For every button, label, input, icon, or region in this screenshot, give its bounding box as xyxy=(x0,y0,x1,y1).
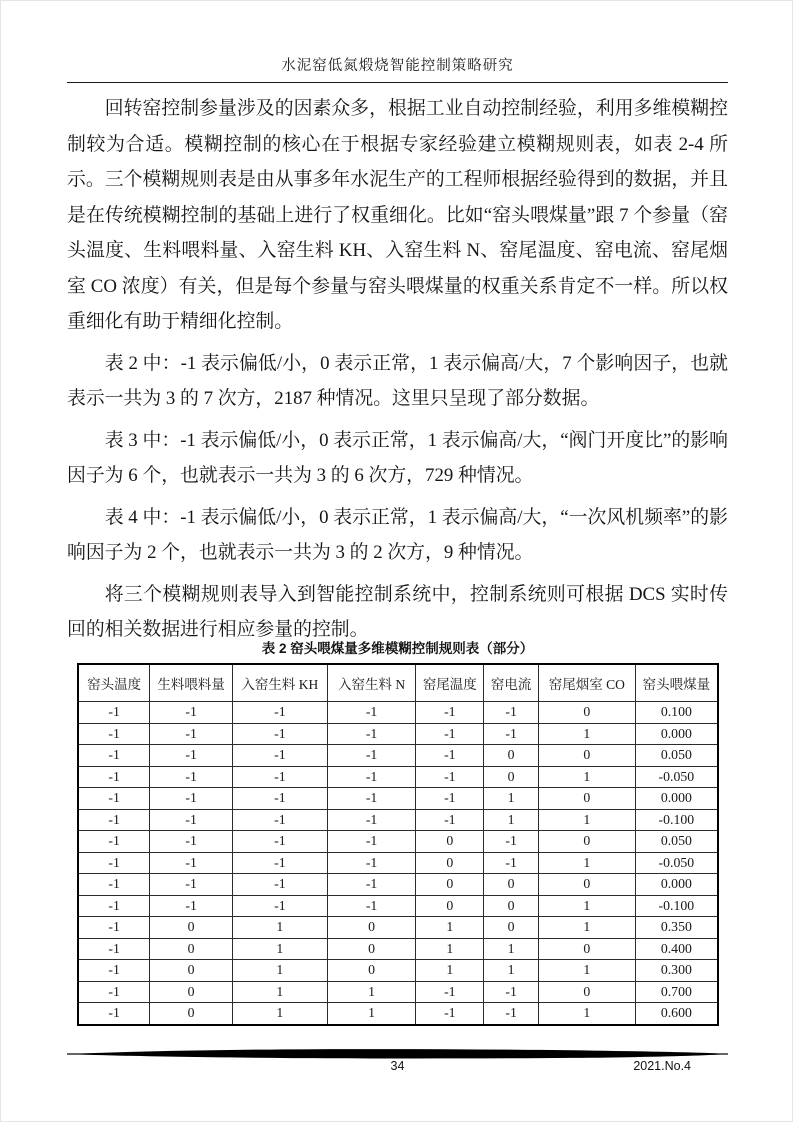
table-cell: 1 xyxy=(539,766,636,788)
table-cell: 1 xyxy=(233,938,328,960)
table-cell: 0.000 xyxy=(635,788,718,810)
table-header-cell: 窑头温度 xyxy=(78,664,150,702)
table-cell: -1 xyxy=(233,745,328,767)
table-cell: 0.050 xyxy=(635,831,718,853)
table-cell: 0 xyxy=(539,874,636,896)
table-cell: 1 xyxy=(539,917,636,939)
table-row xyxy=(78,788,718,810)
table-cell: -1 xyxy=(233,874,328,896)
table-cell: 0.600 xyxy=(635,1003,718,1025)
table-cell: -1 xyxy=(416,981,484,1003)
table-cell: -1 xyxy=(484,981,539,1003)
page-header-title: 水泥窑低氮煅烧智能控制策略研究 xyxy=(281,58,514,74)
table-cell: 1 xyxy=(539,723,636,745)
table-cell: 0 xyxy=(150,1003,233,1025)
table-cell: -1 xyxy=(78,1003,150,1025)
table-cell: -1 xyxy=(416,809,484,831)
table-cell: 1 xyxy=(539,895,636,917)
table-cell: -1 xyxy=(416,745,484,767)
table-cell: 0 xyxy=(539,745,636,767)
table-cell: 0 xyxy=(327,938,416,960)
body-text xyxy=(67,91,728,654)
table-row xyxy=(78,917,718,939)
table-cell: 1 xyxy=(484,960,539,982)
table-cell: 0 xyxy=(539,702,636,724)
table-row xyxy=(78,1003,718,1025)
table-cell: -1 xyxy=(327,831,416,853)
table-row xyxy=(78,960,718,982)
table-cell: -1 xyxy=(327,723,416,745)
paragraph: 回转窑控制参量涉及的因素众多，根据工业自动控制经验，利用多维模糊控制较为合适。模糊控制的核心在于根据专家经验建立模糊规则表，如表 2-4 所示。三个模糊规则表是由从事多年水泥生产的工程师根据经验得到的数据，并且是在传统模糊控制的基础上进行了权重细化。比如“窑头喂煤量”跟 7 个参量（窑头温度、生料喂料量、入窑生料 KH、入窑生料 N、窑尾温度、窑电流、窑尾烟室 CO 浓度）有关，但是每个参量与窑头喂煤量的权重关系肯定不一样。所以权重细化有助于精细化控制。 xyxy=(67,98,728,332)
table-cell: 0.000 xyxy=(635,723,718,745)
table-cell: -1 xyxy=(150,809,233,831)
table-row xyxy=(78,874,718,896)
table-cell: -1 xyxy=(484,702,539,724)
table-header-cell: 入窑生料 N xyxy=(327,664,416,702)
table-cell: -1 xyxy=(78,874,150,896)
table-cell: -1 xyxy=(327,852,416,874)
table-cell: -1 xyxy=(150,874,233,896)
table-cell: -1 xyxy=(78,702,150,724)
table-cell: -1 xyxy=(78,831,150,853)
table-cell: -1 xyxy=(327,874,416,896)
table-cell: -1 xyxy=(416,788,484,810)
table-row xyxy=(78,766,718,788)
table-row xyxy=(78,938,718,960)
table-cell: -1 xyxy=(233,766,328,788)
table-cell: 1 xyxy=(539,809,636,831)
table-cell: -1 xyxy=(78,960,150,982)
table-cell: -0.100 xyxy=(635,809,718,831)
table-cell: -1 xyxy=(327,809,416,831)
table-cell: 1 xyxy=(416,938,484,960)
table-cell: 0.100 xyxy=(635,702,718,724)
table-cell: 0 xyxy=(327,917,416,939)
table-cell: -1 xyxy=(78,938,150,960)
table-cell: 0.300 xyxy=(635,960,718,982)
table-cell: -1 xyxy=(416,702,484,724)
table-cell: 1 xyxy=(484,938,539,960)
table-row xyxy=(78,702,718,724)
table-cell: -1 xyxy=(233,809,328,831)
table-row xyxy=(78,895,718,917)
table-cell: 0.050 xyxy=(635,745,718,767)
table-header-row xyxy=(78,664,718,702)
table-cell: 1 xyxy=(416,917,484,939)
table-header-cell: 窑尾烟室 CO xyxy=(539,664,636,702)
table-caption: 表 2 窑头喂煤量多维模糊控制规则表（部分） xyxy=(261,641,534,656)
table-cell: -1 xyxy=(327,766,416,788)
table-cell: -1 xyxy=(150,788,233,810)
table-cell: 0 xyxy=(150,938,233,960)
table-cell: -1 xyxy=(233,831,328,853)
table-cell: -1 xyxy=(150,852,233,874)
table-cell: 1 xyxy=(233,917,328,939)
table-row xyxy=(78,831,718,853)
table-cell: -1 xyxy=(484,831,539,853)
table-cell: 0 xyxy=(539,981,636,1003)
table-cell: 0 xyxy=(327,960,416,982)
table-cell: 0 xyxy=(539,938,636,960)
table-cell: 1 xyxy=(416,960,484,982)
table-cell: -1 xyxy=(233,702,328,724)
table-cell: -1 xyxy=(416,723,484,745)
table-header-cell: 生料喂料量 xyxy=(150,664,233,702)
table-cell: -1 xyxy=(484,723,539,745)
table-cell: -1 xyxy=(78,809,150,831)
table-cell: 1 xyxy=(539,852,636,874)
table-cell: -1 xyxy=(78,981,150,1003)
table-cell: 0 xyxy=(484,766,539,788)
table-cell: 1 xyxy=(484,788,539,810)
table-cell: -1 xyxy=(327,895,416,917)
table-cell: 1 xyxy=(484,809,539,831)
table-row xyxy=(78,981,718,1003)
table-cell: -1 xyxy=(78,766,150,788)
paragraph: 表 3 中：-1 表示偏低/小，0 表示正常，1 表示偏高/大，“阀门开度比”的影响因子为 6 个，也就表示一共为 3 的 6 次方，729 种情况。 xyxy=(67,429,728,486)
table-cell: 1 xyxy=(539,960,636,982)
table-cell: -1 xyxy=(150,723,233,745)
table-cell: -1 xyxy=(78,788,150,810)
table-cell: 0 xyxy=(484,895,539,917)
table-cell: 0 xyxy=(484,745,539,767)
table-cell: -1 xyxy=(150,895,233,917)
footer-page-number: 34 xyxy=(390,1059,405,1073)
table-cell: 0 xyxy=(150,960,233,982)
table-cell: -1 xyxy=(416,1003,484,1025)
table-cell: -0.050 xyxy=(635,852,718,874)
table-cell: -1 xyxy=(150,702,233,724)
table-cell: -1 xyxy=(327,702,416,724)
table-cell: 0 xyxy=(416,874,484,896)
table-cell: 1 xyxy=(327,1003,416,1025)
footer-issue-number: 2021.No.4 xyxy=(633,1059,691,1073)
header-rule xyxy=(67,82,728,83)
table-cell: 0 xyxy=(484,917,539,939)
table-cell: 1 xyxy=(233,981,328,1003)
table-cell: 0 xyxy=(484,874,539,896)
table-cell: -1 xyxy=(327,788,416,810)
table-cell: -1 xyxy=(233,723,328,745)
table-row xyxy=(78,723,718,745)
table-body xyxy=(78,702,718,1025)
table-cell: -1 xyxy=(78,745,150,767)
table-cell: 0 xyxy=(150,981,233,1003)
table-cell: -1 xyxy=(150,766,233,788)
table-cell: -1 xyxy=(78,723,150,745)
table-cell: -1 xyxy=(416,766,484,788)
table-cell: 0.400 xyxy=(635,938,718,960)
table-cell: -1 xyxy=(78,917,150,939)
table-cell: -1 xyxy=(150,745,233,767)
table-cell: -1 xyxy=(150,831,233,853)
table-header-cell: 窑尾温度 xyxy=(416,664,484,702)
table-cell: -1 xyxy=(484,852,539,874)
table-header-cell: 入窑生料 KH xyxy=(233,664,328,702)
table-cell: 1 xyxy=(233,1003,328,1025)
table-cell: 0 xyxy=(150,917,233,939)
paragraph: 将三个模糊规则表导入到智能控制系统中，控制系统则可根据 DCS 实时传回的相关数据进行相应参量的控制。 xyxy=(67,583,728,640)
table-cell: 0.000 xyxy=(635,874,718,896)
table-header-cell: 窑头喂煤量 xyxy=(635,664,718,702)
table-row xyxy=(78,809,718,831)
table-cell: 1 xyxy=(233,960,328,982)
table-cell: 0.350 xyxy=(635,917,718,939)
table-row xyxy=(78,745,718,767)
table-cell: -0.100 xyxy=(635,895,718,917)
table-cell: 1 xyxy=(539,1003,636,1025)
paragraph: 表 4 中：-1 表示偏低/小，0 表示正常，1 表示偏高/大，“一次风机频率”的影响因子为 2 个，也就表示一共为 3 的 2 次方，9 种情况。 xyxy=(67,506,728,563)
table-cell: 0 xyxy=(416,831,484,853)
table-cell: 1 xyxy=(327,981,416,1003)
fuzzy-rules-table xyxy=(77,663,719,1026)
paragraph: 表 2 中：-1 表示偏低/小，0 表示正常，1 表示偏高/大，7 个影响因子，也就表示一共为 3 的 7 次方，2187 种情况。这里只呈现了部分数据。 xyxy=(67,352,728,409)
table-cell: -1 xyxy=(484,1003,539,1025)
table-cell: -1 xyxy=(327,745,416,767)
table-cell: 0 xyxy=(539,788,636,810)
table-cell: 0 xyxy=(539,831,636,853)
table-cell: -0.050 xyxy=(635,766,718,788)
table-cell: -1 xyxy=(233,852,328,874)
table-cell: -1 xyxy=(78,895,150,917)
table-row xyxy=(78,852,718,874)
table-cell: -1 xyxy=(78,852,150,874)
table-header-cell: 窑电流 xyxy=(484,664,539,702)
table-cell: -1 xyxy=(233,788,328,810)
table-cell: -1 xyxy=(233,895,328,917)
table-cell: 0 xyxy=(416,895,484,917)
table-cell: 0.700 xyxy=(635,981,718,1003)
table-cell: 0 xyxy=(416,852,484,874)
